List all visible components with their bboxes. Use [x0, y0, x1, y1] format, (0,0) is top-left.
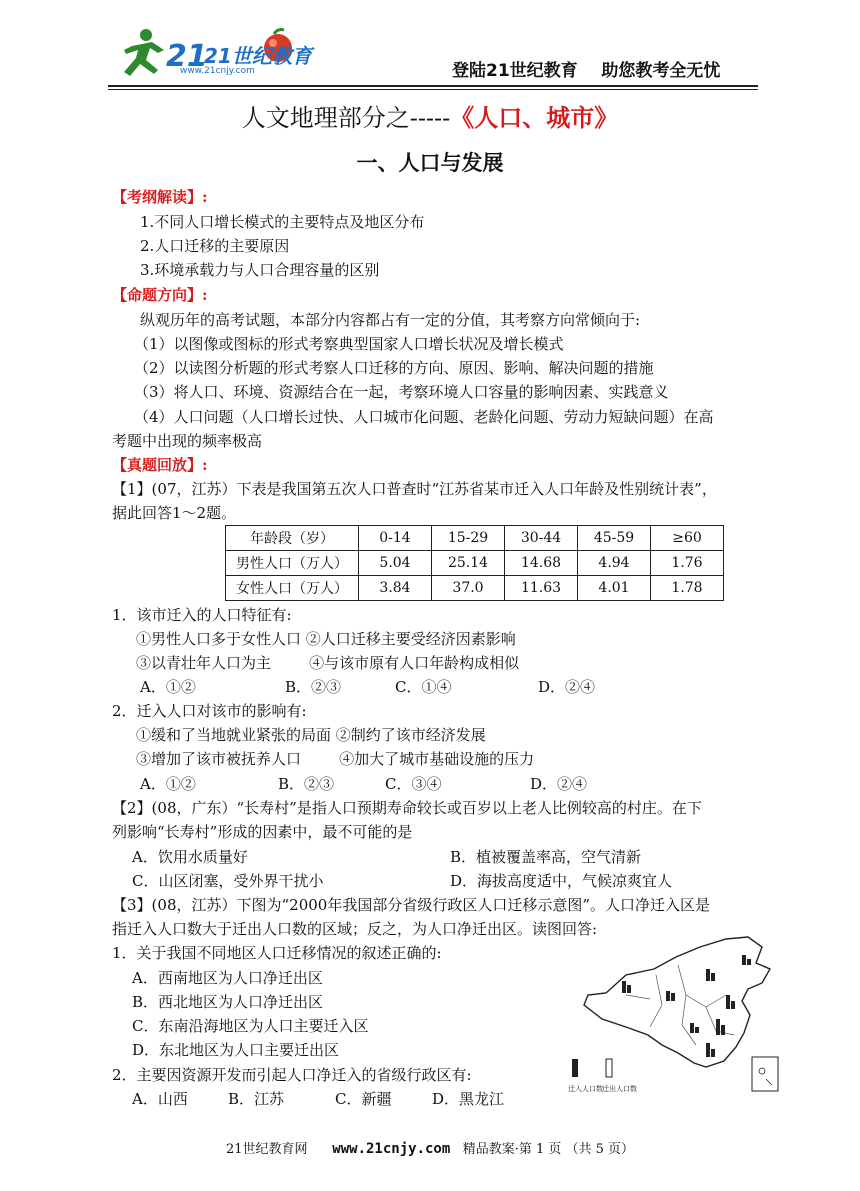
site-logo	[112, 26, 312, 82]
choice: A．饮用水质量好	[132, 848, 248, 866]
q3-sub1-stem: 1．关于我国不同地区人口迁移情况的叙述正确的:	[112, 944, 442, 962]
table-header-cell: 15-29	[432, 526, 505, 551]
choice: B．②③	[285, 678, 342, 696]
table-cell: 1.76	[651, 551, 724, 576]
q1-sub2-options: ③增加了该市被抚养人口 ④加大了城市基础设施的压力	[136, 750, 535, 768]
choice: A．西南地区为人口净迁出区	[132, 969, 323, 987]
q1-sub2-options: ①缓和了当地就业紧张的局面 ②制约了该市经济发展	[136, 726, 486, 744]
q2-stem: 【2】(08，广东）“长寿村”是指人口预期寿命较长或百岁以上老人比例较高的村庄。在下	[112, 799, 702, 817]
china-migration-map	[566, 935, 784, 1101]
q1-sub2-stem: 2．迁入人口对该市的影响有:	[112, 702, 307, 720]
page-title	[0, 98, 860, 133]
q1-sub1-stem: 1．该市迁入的人口特征有:	[112, 606, 292, 624]
runner-figure-icon	[124, 29, 164, 76]
header-slogan: 登陆21世纪教育 助您教考全无忧	[452, 61, 721, 81]
population-stats-table	[225, 525, 724, 601]
footer-page-info: 精品教案·第 1 页 （共 5 页）	[462, 1142, 635, 1157]
q1-intro: 【1】(07，江苏）下表是我国第五次人口普查时“江苏省某市迁入人口年龄及性别统计表”，	[112, 480, 717, 498]
table-header-cell: 45-59	[578, 526, 651, 551]
choice: C．①④	[395, 678, 452, 696]
table-cell: 11.63	[505, 576, 578, 601]
choice: A．①②	[140, 775, 196, 793]
direction-heading: 【命题方向】:	[112, 286, 208, 304]
direction-item: （4）人口问题（人口增长过快、人口城市化问题、老龄化问题、劳动力短缺问题）在高	[134, 408, 714, 426]
syllabus-heading: 【考纲解读】:	[112, 188, 208, 206]
q2-stem-cont: 列影响“长寿村”形成的因素中，最不可能的是	[112, 823, 413, 841]
choice: D．②④	[530, 775, 588, 793]
header-divider	[108, 85, 758, 87]
choice: B．植被覆盖率高，空气清新	[450, 848, 642, 866]
q3-stem-cont: 指迁入人口数大于迁出人口数的区域；反之，为人口净迁出区。读图回答:	[112, 920, 598, 938]
logo-text: 21世纪教育	[204, 44, 312, 68]
table-cell: 4.94	[578, 551, 651, 576]
q1-intro-cont: 据此回答1～2题。	[112, 504, 237, 522]
table-header-cell: 30-44	[505, 526, 578, 551]
choice: A．山西	[132, 1090, 188, 1108]
choice: C．山区闭塞，受外界干扰小	[132, 872, 324, 890]
table-cell: 男性人口（万人）	[226, 551, 359, 576]
q3-stem: 【3】(08，江苏）下图为“2000年我国部分省级行政区人口迁移示意图”。人口净迁入区是	[112, 896, 710, 914]
review-heading: 【真题回放】:	[112, 456, 208, 474]
q3-sub2-stem: 2．主要因资源开发而引起人口净迁入的省级行政区有:	[112, 1066, 472, 1084]
table-row	[226, 576, 724, 601]
table-header-cell: 年龄段（岁）	[226, 526, 359, 551]
page-footer	[0, 1138, 860, 1157]
table-cell: 3.84	[359, 576, 432, 601]
table-row	[226, 551, 724, 576]
title-prefix: 人文地理部分之-----	[241, 104, 451, 132]
syllabus-item: 1.不同人口增长模式的主要特点及地区分布	[140, 213, 425, 231]
choice: B．西北地区为人口净迁出区	[132, 993, 324, 1011]
header-divider-thin	[108, 89, 758, 90]
syllabus-item: 2.人口迁移的主要原因	[140, 237, 290, 255]
svg-text:21: 21	[166, 39, 208, 74]
footer-site-link[interactable]: www.21cnjy.com	[332, 1141, 451, 1157]
direction-continuation: 考题中出现的频率极高	[112, 432, 263, 450]
map-legend-in: 迁入人口数	[568, 1085, 603, 1093]
table-cell: 女性人口（万人）	[226, 576, 359, 601]
q1-sub1-options: ①男性人口多于女性人口 ②人口迁移主要受经济因素影响	[136, 630, 516, 648]
title-highlight: 《人口、城市》	[450, 103, 619, 132]
direction-intro: 纵观历年的高考试题，本部分内容都占有一定的分值，其考察方向常倾向于:	[140, 311, 641, 329]
choice: D．②④	[538, 678, 596, 696]
table-header-cell: ≥60	[651, 526, 724, 551]
direction-item: （1）以图像或图标的形式考察典型国家人口增长状况及增长模式	[134, 335, 564, 353]
table-header-cell: 0-14	[359, 526, 432, 551]
choice: B．江苏	[228, 1090, 285, 1108]
section-heading: 一、人口与发展	[356, 151, 504, 175]
q1-sub1-options: ③以青壮年人口为主 ④与该市原有人口年龄构成相似	[136, 654, 520, 672]
table-cell: 14.68	[505, 551, 578, 576]
choice: C．新疆	[335, 1090, 392, 1108]
table-cell: 5.04	[359, 551, 432, 576]
footer-left: 21世纪教育网	[225, 1142, 308, 1157]
direction-item: （2）以读图分析题的形式考察人口迁移的方向、原因、影响、解决问题的措施	[134, 359, 654, 377]
choice: C．③④	[385, 775, 442, 793]
choice: D．黑龙江	[432, 1090, 505, 1108]
table-cell: 37.0	[432, 576, 505, 601]
table-cell: 4.01	[578, 576, 651, 601]
choice: C．东南沿海地区为人口主要迁入区	[132, 1017, 369, 1035]
logo-url: www.21cnjy.com	[180, 66, 255, 76]
choice: A．①②	[140, 678, 196, 696]
choice: D．海拔高度适中，气候凉爽宜人	[450, 872, 673, 890]
table-cell: 25.14	[432, 551, 505, 576]
choice: D．东北地区为人口主要迁出区	[132, 1041, 340, 1059]
table-header-row	[226, 526, 724, 551]
table-cell: 1.78	[651, 576, 724, 601]
choice: B．②③	[278, 775, 335, 793]
direction-item: （3）将人口、环境、资源结合在一起，考察环境人口容量的影响因素、实践意义	[134, 383, 669, 401]
syllabus-item: 3.环境承载力与人口合理容量的区别	[140, 261, 380, 279]
map-legend-out: 迁出人口数	[602, 1085, 637, 1093]
